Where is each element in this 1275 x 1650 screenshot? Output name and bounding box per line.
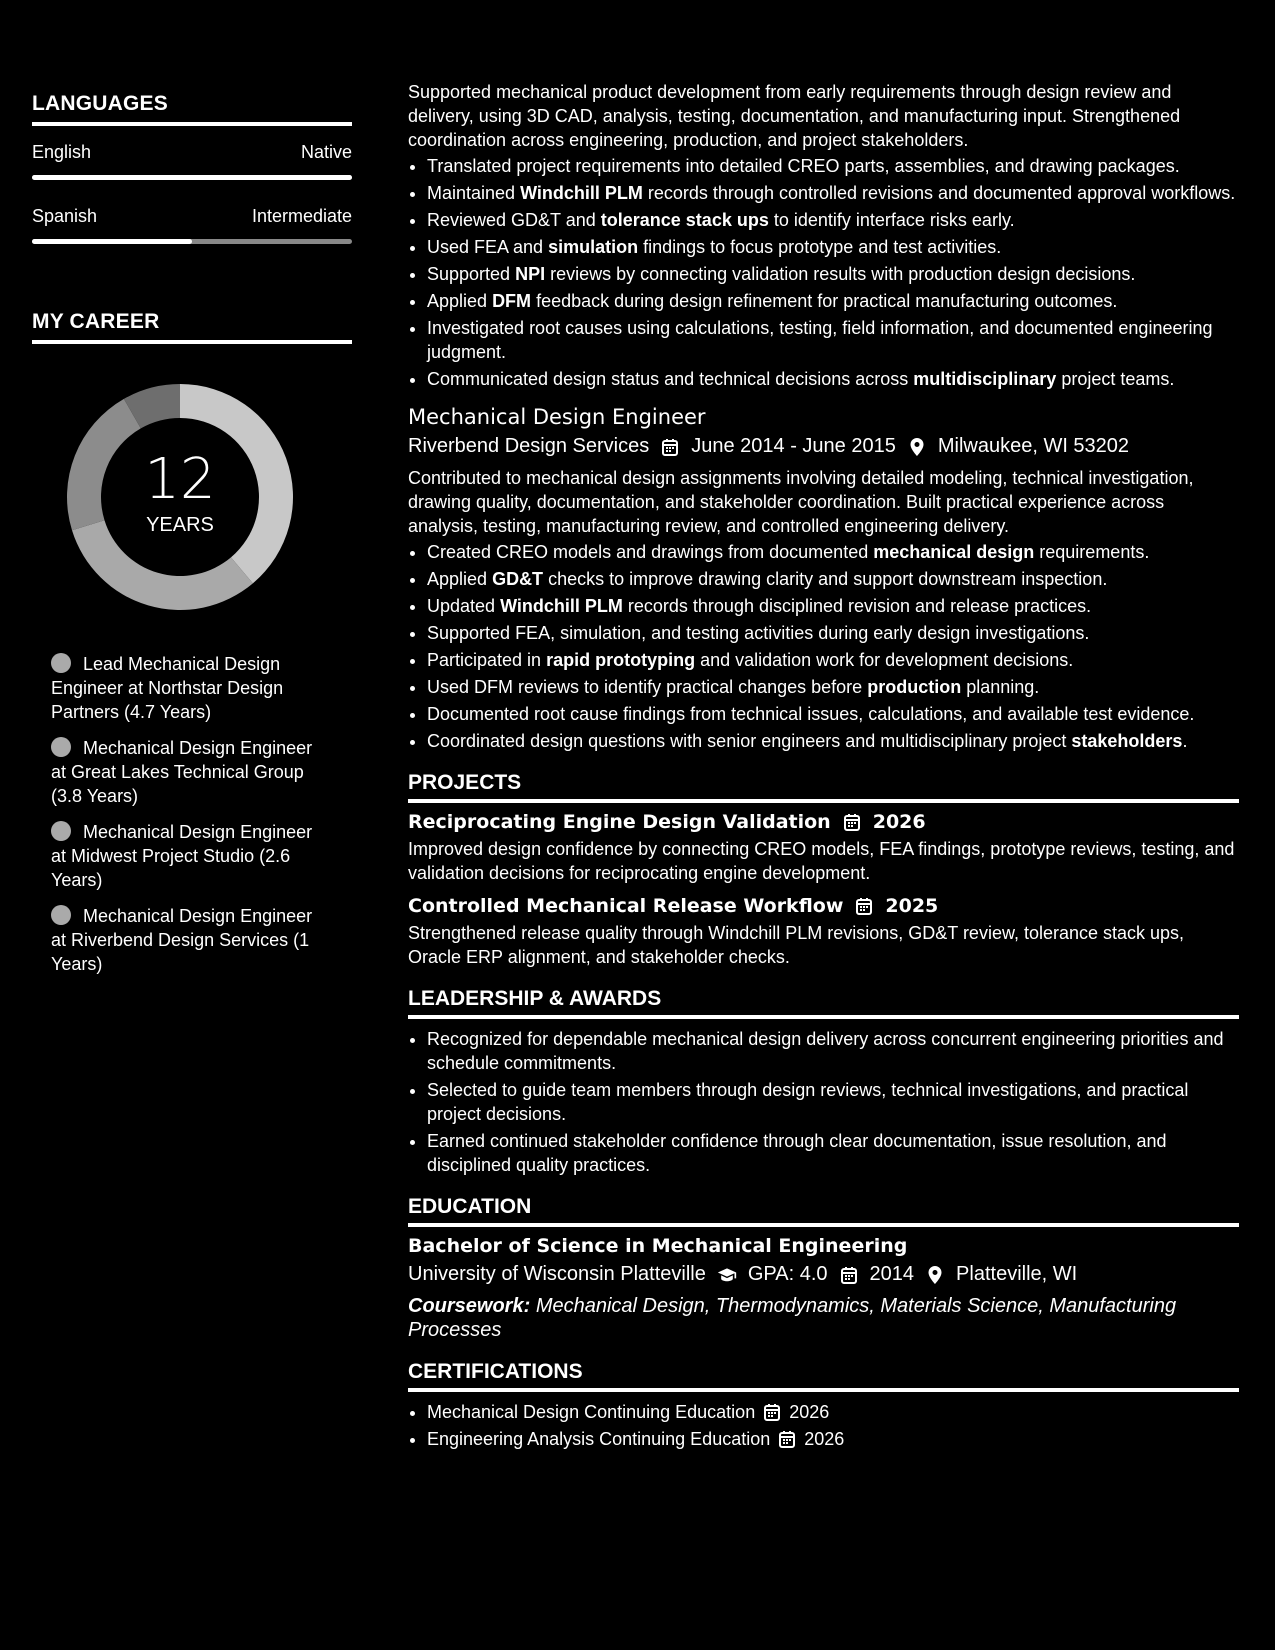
bullet-item: • Documented root cause findings from technical issues, calculations, and available test evidence.	[427, 702, 1239, 726]
job-summary: Contributed to mechanical design assignments involving detailed modeling, technical investigation, drawing quality, documentation, and stakeholder coordination. Built practical experience across analysis, testing, manufacturing review, and controlled engineering delivery.	[408, 468, 1194, 536]
projects-heading: PROJECTS	[408, 771, 1239, 803]
bullet-item: • Applied GD&T checks to improve drawing clarity and support downstream inspection.	[427, 567, 1239, 591]
location-pin-icon	[924, 1264, 946, 1286]
calendar-icon	[761, 1401, 783, 1423]
project-title: Reciprocating Engine Design Validation	[408, 811, 831, 833]
certification-year: 2026	[804, 1429, 845, 1449]
language-proficiency-fill	[32, 239, 192, 244]
language-proficiency-bar	[32, 175, 352, 180]
language-name: English	[32, 142, 92, 162]
language-level: Native	[300, 142, 352, 162]
bullet-item: • Reviewed GD&T and tolerance stack ups to identify interface risks early.	[427, 208, 1239, 232]
certification-item	[427, 1400, 1239, 1424]
sidebar	[32, 92, 352, 988]
career-list-item	[51, 820, 331, 892]
previous-role-bullets	[408, 154, 1239, 391]
job-location: Milwaukee, WI 53202	[937, 435, 1130, 457]
project-year: 2026	[872, 811, 926, 833]
language-item	[32, 206, 352, 244]
leadership-item: • Earned continued stakeholder confidence through clear documentation, issue resolution, and disciplined quality practices.	[427, 1129, 1239, 1177]
education-year: 2014	[869, 1263, 915, 1285]
job-bullets	[408, 540, 1239, 753]
bullet-item: • Updated Windchill PLM records through disciplined revision and release practices.	[427, 594, 1239, 618]
language-item	[32, 142, 352, 180]
education-degree: Bachelor of Science in Mechanical Engineering	[408, 1235, 908, 1257]
leadership-heading: LEADERSHIP & AWARDS	[408, 987, 1239, 1019]
project-year: 2025	[885, 895, 939, 917]
career-dot-icon	[51, 737, 71, 757]
language-proficiency-fill	[32, 175, 352, 180]
career-list-item	[51, 652, 331, 724]
calendar-icon	[838, 1264, 860, 1286]
project-item	[408, 811, 1239, 885]
coursework-label: Coursework:	[408, 1295, 531, 1317]
bullet-item: • Investigated root causes using calculations, testing, field information, and documented engineering judgment.	[427, 316, 1239, 364]
project-description: Improved design confidence by connecting CREO models, FEA findings, prototype reviews, testing, and validation decisions for reciprocating engine development.	[408, 839, 1235, 883]
career-total-years: 12	[144, 446, 216, 512]
location-pin-icon	[906, 436, 928, 458]
career-role-text: Mechanical Design Engineer at Riverbend Design Services (1 Years)	[51, 906, 313, 974]
career-dot-icon	[51, 653, 71, 673]
bullet-item: • Communicated design status and technical decisions across multidisciplinary project teams.	[427, 367, 1239, 391]
language-proficiency-bar	[32, 239, 352, 244]
job-dates: June 2014 - June 2015	[691, 435, 896, 457]
bullet-item: • Maintained Windchill PLM records through controlled revisions and documented approval workflows.	[427, 181, 1239, 205]
education-heading: EDUCATION	[408, 1195, 1239, 1227]
job-meta	[408, 435, 1239, 458]
career-role-text: Lead Mechanical Design Engineer at Northstar Design Partners (4.7 Years)	[51, 654, 284, 722]
leadership-item: • Selected to guide team members through design reviews, technical investigations, and practical project decisions.	[427, 1078, 1239, 1126]
education-school: University of Wisconsin Platteville	[408, 1263, 706, 1285]
career-total-unit: YEARS	[146, 513, 214, 536]
education-meta	[408, 1263, 1239, 1286]
bullet-item: • Used FEA and simulation findings to focus prototype and test activities.	[427, 235, 1239, 259]
bullet-item: • Supported NPI reviews by connecting validation results with production design decisions.	[427, 262, 1239, 286]
calendar-icon	[776, 1428, 798, 1450]
previous-role-summary: Supported mechanical product development from early requirements through design review and delivery, using 3D CAD, analysis, testing, documentation, and manufacturing input. Strengthened coordination across engineering, production, and project stakeholders.	[408, 82, 1181, 150]
leadership-item: • Recognized for dependable mechanical design delivery across concurrent engineering priorities and schedule commitments.	[427, 1027, 1239, 1075]
bullet-item: • Coordinated design questions with senior engineers and multidisciplinary project stakeholders.	[427, 729, 1239, 753]
certification-item	[427, 1427, 1239, 1451]
main-content	[408, 80, 1239, 1454]
project-title: Controlled Mechanical Release Workflow	[408, 895, 844, 917]
certification-name: • Mechanical Design Continuing Education	[427, 1402, 756, 1422]
career-dot-icon	[51, 821, 71, 841]
bullet-item: • Translated project requirements into detailed CREO parts, assemblies, and drawing packages.	[427, 154, 1239, 178]
career-dot-icon	[51, 905, 71, 925]
certifications-list	[408, 1400, 1239, 1451]
job-title: Mechanical Design Engineer	[408, 405, 706, 429]
education-coursework	[408, 1294, 1239, 1342]
career-list	[32, 652, 331, 976]
bullet-item: • Participated in rapid prototyping and validation work for development decisions.	[427, 648, 1239, 672]
calendar-icon	[853, 895, 875, 917]
bullet-item: • Applied DFM feedback during design refinement for practical manufacturing outcomes.	[427, 289, 1239, 313]
graduation-cap-icon	[716, 1264, 738, 1286]
coursework-list: Mechanical Design, Thermodynamics, Materials Science, Manufacturing Processes	[408, 1295, 1177, 1341]
career-list-item	[51, 904, 331, 976]
certifications-heading: CERTIFICATIONS	[408, 1360, 1239, 1392]
career-role-text: Mechanical Design Engineer at Midwest Project Studio (2.6 Years)	[51, 822, 313, 890]
career-list-item	[51, 736, 331, 808]
bullet-item: • Supported FEA, simulation, and testing activities during early design investigations.	[427, 621, 1239, 645]
language-name: Spanish	[32, 206, 98, 226]
calendar-icon	[841, 811, 863, 833]
certification-year: 2026	[789, 1402, 830, 1422]
languages-heading: LANGUAGES	[32, 92, 352, 126]
certification-name: • Engineering Analysis Continuing Education	[427, 1429, 771, 1449]
bullet-item: • Used DFM reviews to identify practical changes before production planning.	[427, 675, 1239, 699]
career-donut-chart	[65, 382, 295, 612]
job-company: Riverbend Design Services	[408, 435, 650, 457]
career-role-text: Mechanical Design Engineer at Great Lakes Technical Group (3.8 Years)	[51, 738, 313, 806]
project-item	[408, 895, 1239, 969]
career-heading: MY CAREER	[32, 310, 352, 344]
education-location: Platteville, WI	[956, 1263, 1078, 1285]
leadership-list	[408, 1027, 1239, 1177]
language-level: Intermediate	[251, 206, 352, 226]
education-gpa: GPA: 4.0	[747, 1263, 828, 1285]
project-description: Strengthened release quality through Windchill PLM revisions, GD&T review, tolerance stack ups, Oracle ERP alignment, and stakeholder checks.	[408, 923, 1185, 967]
calendar-icon	[659, 436, 681, 458]
bullet-item: • Created CREO models and drawings from documented mechanical design requirements.	[427, 540, 1239, 564]
